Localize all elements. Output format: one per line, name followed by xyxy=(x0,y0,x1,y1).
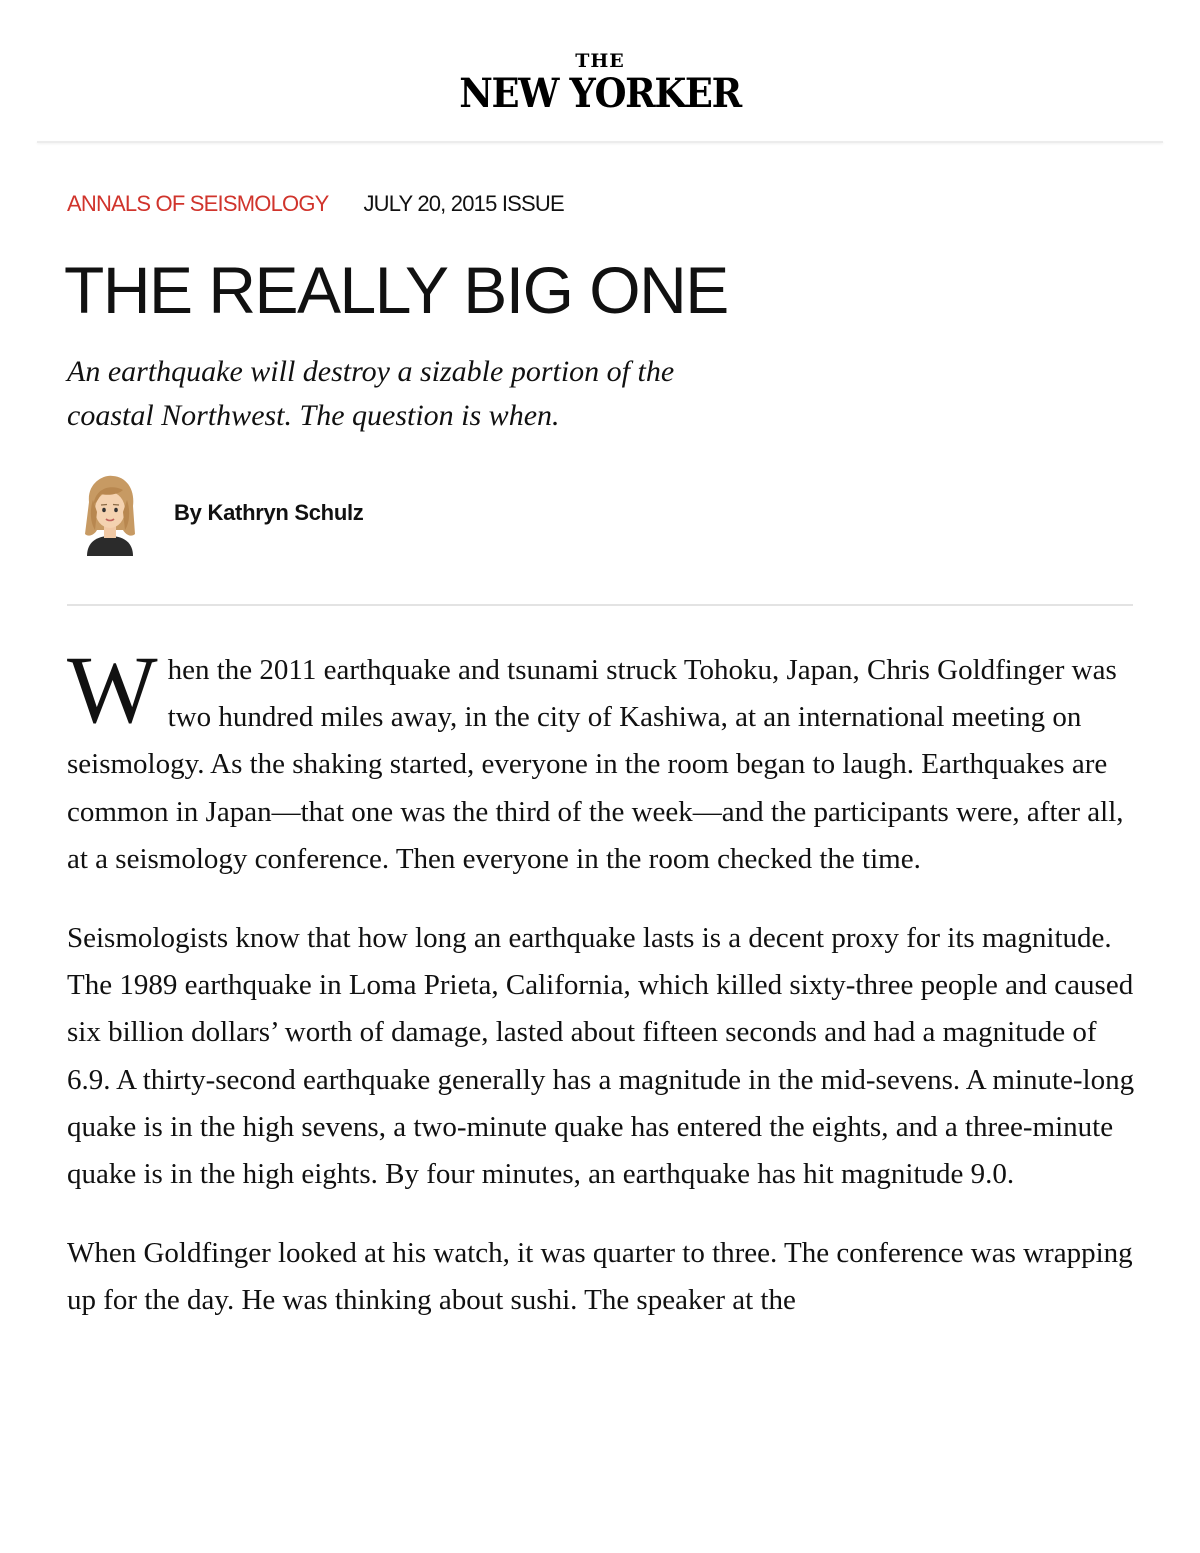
byline xyxy=(67,472,667,556)
paragraph-1-text: hen the 2011 earthquake and tsunami struck Tohoku, Japan, Chris Goldfinger was two hundred miles away, in the city of Kashiwa, at an international meeting on seismology. As the shaking started, everyone in the room began to laugh. Earthquakes are common in Japan—that one was the third of the week—and the participants were, after all, at a seismology conference. Then everyone in the room checked the time. xyxy=(67,654,1124,875)
logo-the: THE xyxy=(575,50,625,72)
article-body xyxy=(67,636,1137,1357)
paragraph-3: When Goldfinger looked at his watch, it was quarter to three. The conference was wrapping up for the day. He was thinking about sushi. The speaker at the xyxy=(67,1237,1133,1317)
paragraph-1 xyxy=(67,636,1137,883)
byline-prefix: By xyxy=(174,500,202,525)
article-meta xyxy=(67,191,564,217)
masthead-logo[interactable] xyxy=(0,50,1200,116)
body-divider xyxy=(67,604,1133,606)
dek: An earthquake will destroy a sizable portion of the coastal Northwest. The question is when. xyxy=(67,355,675,432)
byline-text xyxy=(174,500,363,526)
header-divider xyxy=(37,141,1163,143)
author-link[interactable]: Kathryn Schulz xyxy=(207,500,364,525)
rubric-link[interactable]: ANNALS OF SEISMOLOGY xyxy=(67,191,329,216)
logo-name: NEW YORKER xyxy=(459,70,741,117)
author-avatar-icon[interactable] xyxy=(75,472,145,556)
headline: THE REALLY BIG ONE xyxy=(64,253,728,327)
paragraph-2: Seismologists know that how long an earthquake lasts is a decent proxy for its magnitude. The 1989 earthquake in Loma Prieta, California, which killed sixty-three people and caused six billion dollars’ worth of damage, lasted about fifteen seconds and had a magnitude of 6.9. A thirty-second earthquake generally has a magnitude in the mid-sevens. A minute-long quake is in the high sevens, a two-minute quake has entered the eights, and a three-minute quake is in the high eights. By four minutes, an earthquake has hit magnitude 9.0. xyxy=(67,922,1135,1191)
issue-date-link[interactable]: JULY 20, 2015 ISSUE xyxy=(363,191,564,216)
drop-cap: W xyxy=(67,636,158,743)
